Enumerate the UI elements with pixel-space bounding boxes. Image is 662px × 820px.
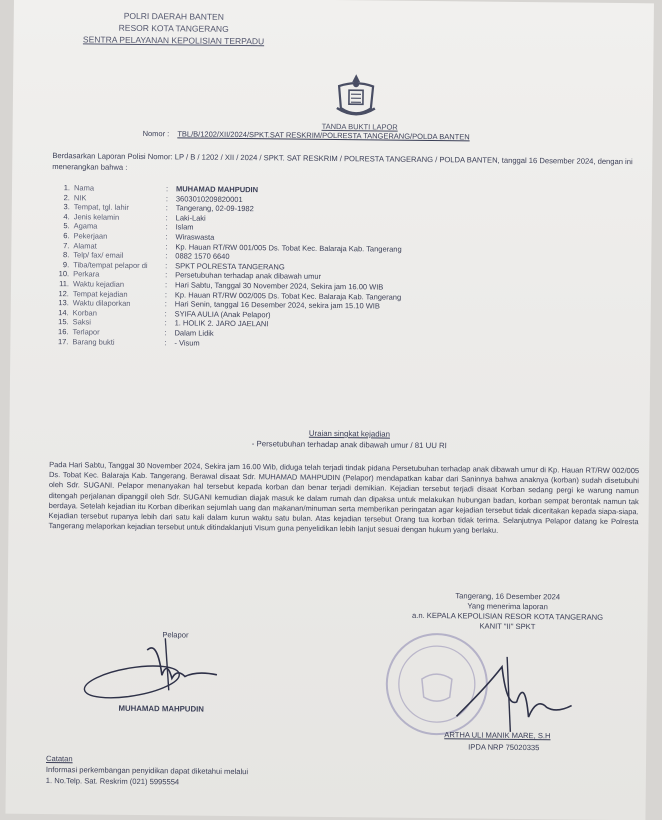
field-label: Tempat, tgl. lahir: [73, 202, 129, 213]
field-value: Persetubuhan terhadap anak dibawah umur: [175, 270, 322, 282]
field-colon: :: [164, 328, 167, 338]
field-number: 1.: [63, 183, 71, 193]
field-colon: :: [164, 289, 168, 299]
field-number: 2.: [63, 192, 70, 202]
field-label: Telp/ fax/ email: [73, 250, 124, 260]
field-number: 14.: [58, 307, 69, 317]
field-value: Hari Senin, tanggal 16 Desember 2024, sekira jam 15.10 WIB: [174, 299, 380, 311]
pelapor-signature: [77, 629, 228, 711]
field-colon: :: [165, 203, 168, 213]
notes-title: Catatan: [45, 754, 73, 764]
field-number: 3.: [63, 202, 70, 212]
field-value: - Visum: [174, 337, 200, 348]
officer-signature: [446, 646, 577, 737]
field-value: Dalam Lidik: [174, 328, 214, 338]
incident-summary-heading: [169, 426, 529, 452]
field-number: 4.: [63, 211, 70, 222]
field-number: 12.: [58, 288, 69, 298]
field-number: 15.: [58, 317, 69, 327]
field-colon: :: [164, 280, 168, 290]
letterhead-line1: POLRI DAERAH BANTEN: [123, 10, 224, 22]
police-emblem-icon: [331, 72, 381, 121]
letterhead-line3: SENTRA PELAYANAN KEPOLISIAN TERPADU: [82, 34, 265, 47]
field-value: Laki-Laki: [175, 213, 206, 223]
field-number: 8.: [63, 250, 70, 260]
field-colon: :: [164, 299, 167, 309]
field-colon: :: [165, 222, 168, 232]
field-label: Pekerjaan: [73, 231, 108, 241]
field-value: Kp. Hauan RT/RW 001/005 Ds. Tobat Kec. Balaraja Kab. Tangerang: [175, 241, 402, 254]
field-number: 7.: [63, 240, 70, 250]
field-label: Alamat: [73, 240, 97, 251]
field-number: 16.: [58, 327, 69, 337]
field-label: Saksi: [72, 317, 92, 327]
field-value: 3603010209820001: [175, 193, 243, 204]
field-label: Jenis kelamin: [73, 212, 120, 222]
field-colon: :: [165, 184, 169, 194]
field-value: 1. HOLIK 2. JARO JAELANI: [174, 318, 269, 329]
nomor-value: TBL/B/1202/XII/2024/SPKT.SAT RESKRIM/POLRESTA TANGERANG/POLDA BANTEN: [177, 129, 470, 142]
notes-line2: 1. No.Telp. Sat. Reskrim (021) 5995554: [45, 776, 180, 787]
document-page: [5, 0, 654, 820]
notes: [46, 753, 249, 788]
notes-line1: Informasi perkembangan penyidikan dapat diketahui melalui: [45, 765, 249, 777]
field-value: SPKT POLRESTA TANGERANG: [175, 261, 285, 272]
uraian-title: Uraian singkat kejadian: [308, 428, 391, 439]
intro-text: Berdasarkan Laporan Polisi Nomor: LP / B / 1202 / XII / 2024 / SPKT. SAT RESKRIM / POLRESTA TANGERANG / POLDA BANTEN, tanggal 16 Desember 2024, dengan ini menerangkan bahwa :: [52, 151, 633, 172]
field-value: Hari Sabtu, Tanggal 30 November 2024, Sekira jam 16.00 WIB: [174, 280, 384, 292]
field-value: MUHAMAD MAHPUDIN: [175, 184, 259, 195]
letterhead-line2: RESOR KOTA TANGERANG: [118, 22, 229, 34]
field-number: 5.: [63, 221, 70, 231]
field-label: Korban: [72, 308, 97, 318]
field-label: Tiba/tempat pelapor di: [73, 260, 148, 270]
field-colon: :: [165, 193, 169, 203]
field-number: 11.: [59, 279, 70, 289]
nomor-label: Nomor :: [142, 129, 170, 139]
document-title: TANDA BUKTI LAPOR: [321, 121, 398, 132]
field-label: Terlapor: [72, 327, 100, 337]
incident-narrative: Pada Hari Sabtu, Tanggal 30 November 2024, Sekira jam 16.00 Wib, diduga telah terjadi tindak pidana Persetubuhan terhadap anak dibawah umur di Kp. Hauan RT/RW 002/005 Ds. Tobat Kec. Balaraja Kab. Tangerang. Berawal disaat Sdr. MUHAMAD MAHPUDIN (Pelapor) mendapatkan kabar dari Saninnya bahwa anaknya (korban) sudah disetubuhi oleh Sdr. SUGANI. Pelapor menanyakan hal tersebut kepada korban dan benar terjadi demikian. Kejadian tersebut terjadi disaat Korban sedang pergi ke warung namun ditengah perjalanan dipanggil oleh Sdr. SUGANI kemudian diajak masuk ke dalam rumah dan dipaksa untuk melakukan hubungan badan, korban sempat berontak namun tak berdaya. Setelah kejadian itu Korban diberikan sejumlah uang dan makanan/minuman serta memberikan peringatan agar kejadian tersebut tidak diceritakan kepada siapa-siapa. Kejadian tersebut rupanya lebih dari satu kali dalam kurun waktu satu bulan. Atas kejadian tersebut Orang tua korban tidak terima. Selanjutnya Pelapor datang ke Polresta Tangerang melaporkan kejadian tersebut untuk ditindaklanjuti Visum guna penyelidikan lebih lanjut sesuai dengan hukum yang berlaku.: [48, 460, 640, 535]
field-label: Waktu dilaporkan: [72, 298, 131, 309]
officer-nrp: IPDA NRP 75020335: [468, 742, 540, 753]
field-label: Waktu kejadian: [72, 279, 125, 289]
receiver-block: [387, 591, 627, 634]
received-by: Yang menerima laporan: [467, 601, 548, 612]
field-label: Barang bukti: [72, 336, 115, 347]
field-number: 10.: [58, 269, 70, 279]
on-behalf: a.n. KEPALA KEPOLISIAN RESOR KOTA TANGERANG: [411, 610, 604, 622]
field-value: Islam: [175, 222, 194, 232]
field-number: 9.: [62, 259, 70, 269]
field-colon: :: [165, 213, 168, 223]
pelapor-name: MUHAMAD MAHPUDIN: [118, 703, 204, 714]
unit: KANIT "II" SPKT: [479, 621, 536, 632]
field-value: SYIFA AULIA (Anak Pelapor): [174, 309, 271, 320]
field-colon: :: [165, 260, 168, 271]
field-label: Perkara: [73, 269, 100, 279]
field-number: 17.: [57, 336, 69, 346]
field-colon: :: [165, 270, 168, 280]
field-label: Nama: [73, 183, 95, 193]
field-value: Kp. Hauan RT/RW 002/005 Ds. Tobat Kec. Balaraja Kab. Tangerang: [174, 289, 402, 302]
field-colon: :: [164, 337, 167, 347]
place-date: Tangerang, 16 Desember 2024: [455, 591, 561, 602]
field-colon: :: [164, 318, 167, 328]
field-colon: :: [165, 232, 168, 242]
pelapor-label: Pelapor: [162, 630, 189, 640]
field-value: Tangerang, 02-09-1982: [175, 203, 254, 214]
field-value: Wiraswasta: [175, 232, 215, 242]
officer-name: ARTHA ULI MANIK MARE, S.H: [444, 730, 551, 741]
field-label: Tempat kejadian: [72, 288, 128, 299]
field-number: 13.: [58, 298, 69, 308]
uraian-subtitle: - Persetubuhan terhadap anak dibawah umur / 81 UU RI: [251, 439, 447, 451]
field-colon: :: [165, 241, 168, 251]
field-label: Agama: [73, 221, 98, 231]
field-colon: :: [164, 308, 167, 318]
field-label: NIK: [73, 192, 87, 203]
field-value: 0882 1570 6640: [175, 251, 230, 262]
field-number: 6.: [63, 231, 70, 241]
letterhead: [74, 9, 274, 47]
field-colon: :: [165, 251, 168, 261]
report-fields: [50, 183, 642, 352]
